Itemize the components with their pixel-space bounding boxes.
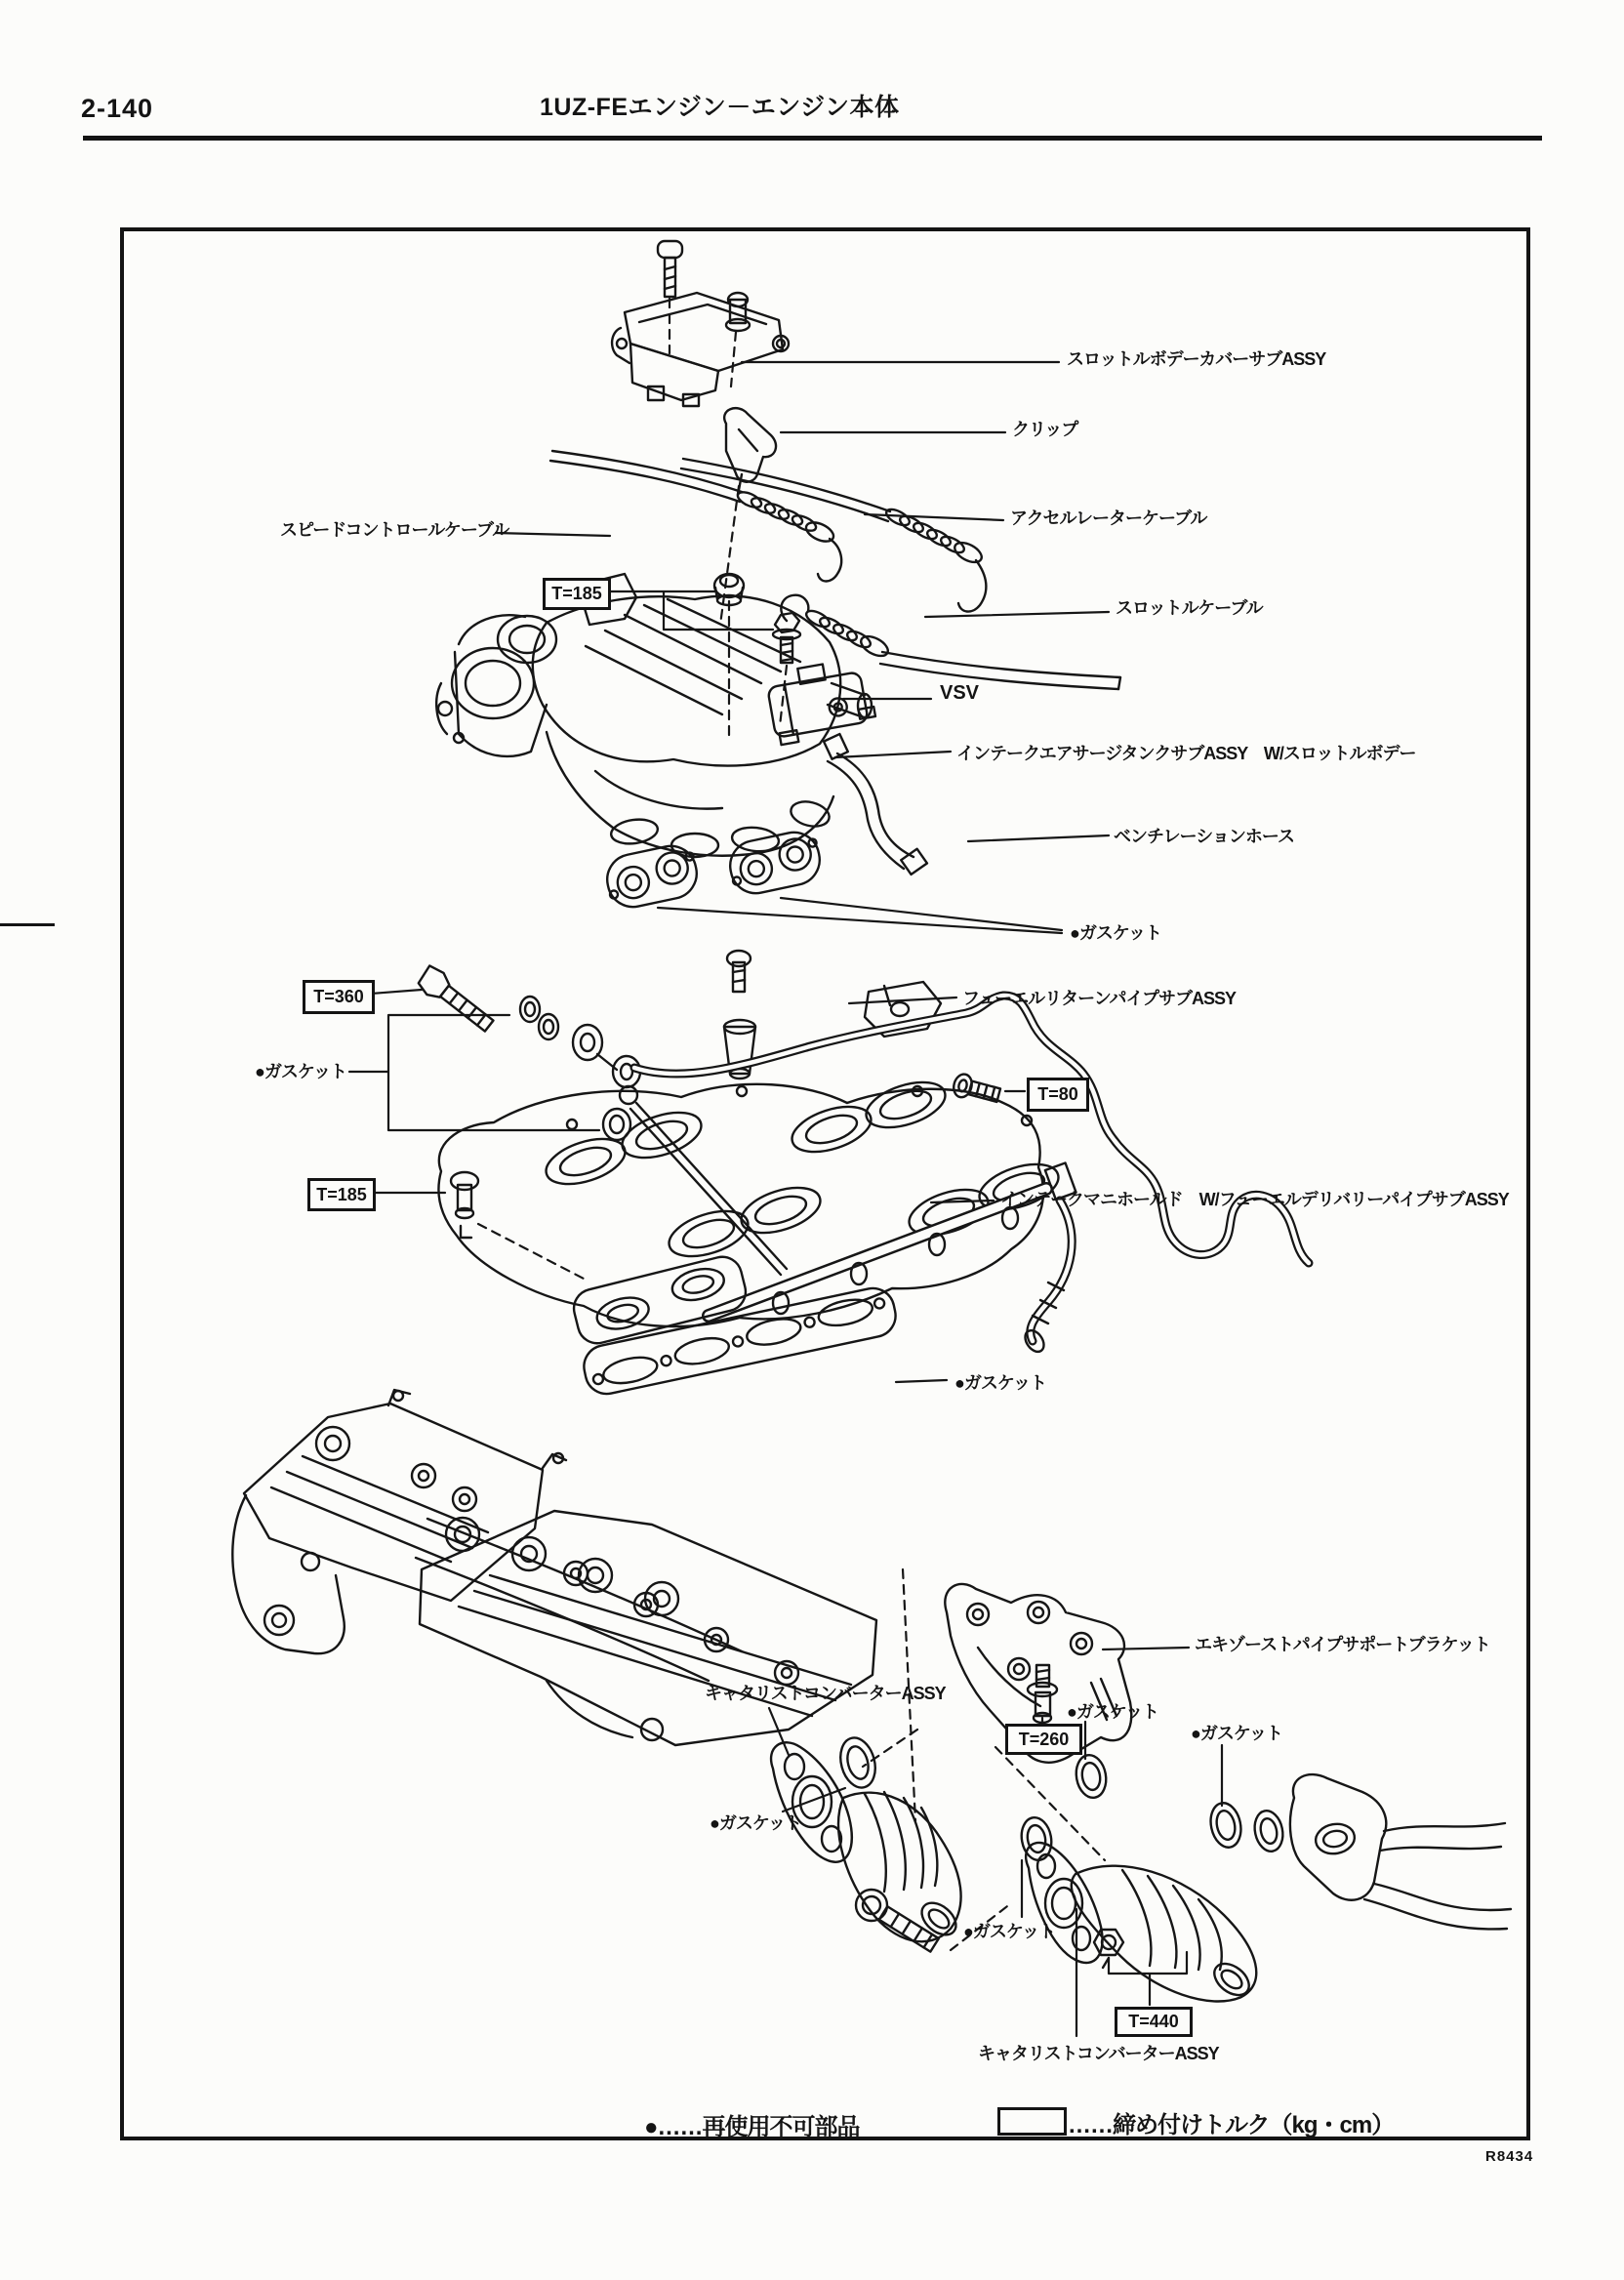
exhaust-flange-pipes [1290, 1774, 1511, 1929]
torque-box-t185-a: T=185 [543, 578, 611, 610]
part-label-exhaust-bracket: エキゾーストパイプサポートブラケット [1195, 1635, 1490, 1654]
part-label-gasket-t260: ●ガスケット [1067, 1702, 1158, 1722]
legend-torque-box-symbol [997, 2107, 1067, 2136]
torque-box-t185-b: T=185 [307, 1178, 376, 1211]
throttle-cable-part [781, 595, 1120, 689]
part-label-gasket-cat2: ●ガスケット [963, 1922, 1055, 1941]
part-label-ventilation-hose: ベンチレーションホース [1114, 827, 1295, 846]
legend-torque: ……締め付けトルク（kg・cm） [1068, 2112, 1395, 2138]
part-label-speed-control-cable: スピードコントロールケーブル [280, 520, 509, 540]
bolt-icon [658, 241, 682, 297]
part-label-gasket-fuel-return: ●ガスケット [255, 1062, 346, 1081]
part-label-clip: クリップ [1012, 420, 1078, 439]
part-label-catalyst-2: キャタリストコンバーターASSY [978, 2044, 1219, 2063]
part-label-throttle-body-cover: スロットルボデーカバーサブASSY [1067, 349, 1326, 369]
part-label-throttle-cable: スロットルケーブル [1116, 598, 1263, 618]
lower-mount-bolt [856, 1890, 939, 1952]
t260-stud-bolt [1028, 1665, 1057, 1723]
torque-box-t260: T=260 [1005, 1724, 1082, 1755]
throttle-body-cover-part [612, 293, 789, 406]
grommet-bolt-parts [714, 574, 800, 663]
legend-reuse: ●……再使用不可部品 [644, 2114, 860, 2140]
figure-ref-code: R8434 [1485, 2148, 1534, 2165]
torque-box-t360: T=360 [303, 980, 375, 1014]
part-label-surge-tank: インテークエアサージタンクサブASSY W/スロットルボデー [956, 744, 1416, 763]
catalyst-converter-2-part [1026, 1843, 1256, 2002]
part-label-gasket-right: ●ガスケット [1191, 1724, 1282, 1743]
part-label-intake-manifold: インテークマニホールド W/フューエルデリバリーパイプサブASSY [1000, 1190, 1509, 1209]
page-title: 1UZ-FEエンジン－エンジン本体 [540, 94, 900, 121]
t185b-bolt [451, 1172, 478, 1238]
torque-box-t80: T=80 [1027, 1078, 1089, 1112]
part-label-catalyst-1: キャタリストコンバーターASSY [705, 1684, 946, 1703]
part-label-vsv: VSV [940, 682, 980, 704]
page-number: 2-140 [81, 94, 154, 123]
part-label-accelerator-cable: アクセルレーターケーブル [1010, 509, 1207, 528]
torque-box-t440: T=440 [1115, 2007, 1193, 2037]
part-label-gasket-cat1: ●ガスケット [710, 1813, 801, 1833]
part-label-fuel-return-pipe: フューエルリターンパイプサブASSY [962, 989, 1236, 1008]
part-label-gasket-manifold: ●ガスケット [954, 1373, 1046, 1393]
part-label-gasket-surge: ●ガスケット [1070, 923, 1161, 943]
